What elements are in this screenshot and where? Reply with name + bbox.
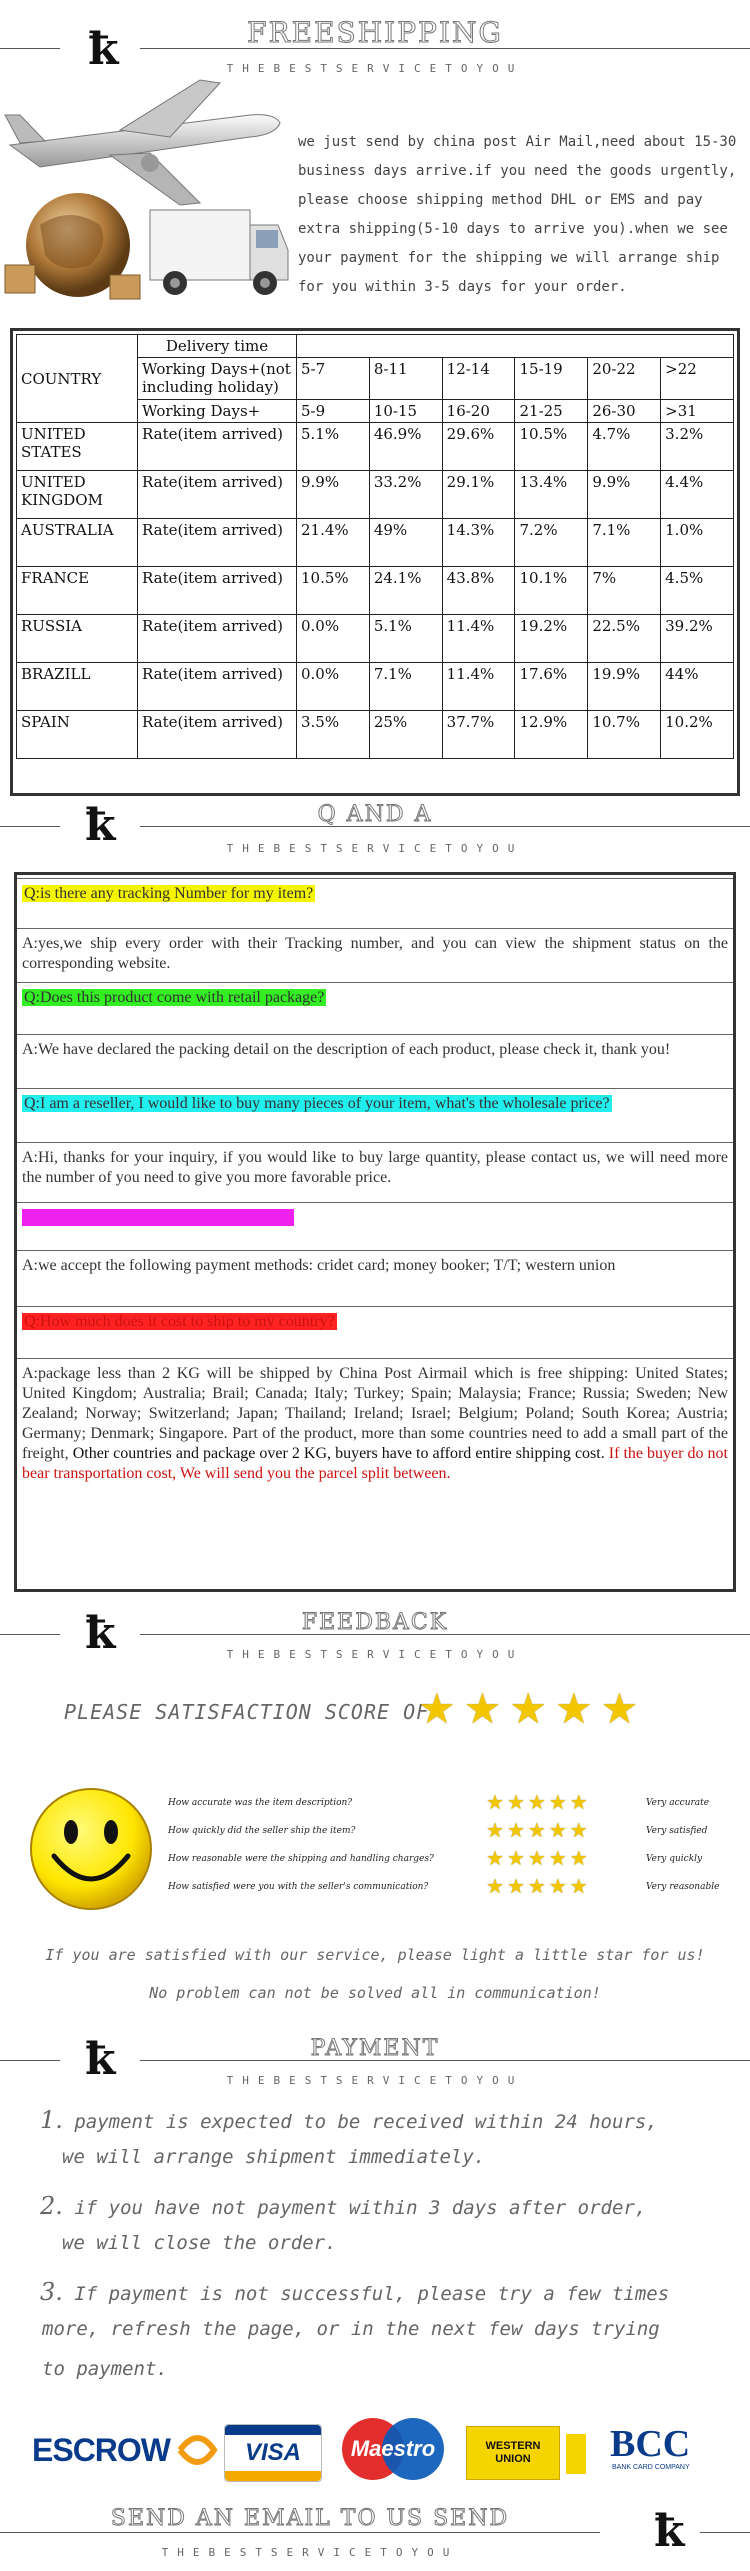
table-header-working-days-plus: Working Days+: [138, 400, 297, 423]
payment-term-line: we will arrange shipment immediately.: [62, 2146, 486, 2168]
truck-icon: [150, 210, 288, 295]
star-icon[interactable]: ★: [548, 1790, 570, 1814]
section-subtitle: THEBESTSERVICETOYOU: [226, 2074, 524, 2087]
table-cell-value: 3.2%: [661, 423, 734, 471]
table-cell-country: RUSSIA: [17, 615, 138, 663]
section-subtitle: THEBESTSERVICETOYOU: [161, 2546, 459, 2559]
faq-question-text: Q:is there any tracking Number for my item?: [24, 885, 314, 902]
star-icon[interactable]: ★: [509, 1684, 555, 1733]
table-cell-value: 21.4%: [297, 519, 370, 567]
table-cell-value: 46.9%: [369, 423, 442, 471]
table-cell-country: SPAIN: [17, 711, 138, 759]
section-title: PAYMENT: [310, 2036, 440, 2061]
payment-term-number: 1.: [40, 2106, 63, 2134]
table-range-bottom: 26-30: [588, 400, 661, 423]
table-cell-value: 19.9%: [588, 663, 661, 711]
star-icon[interactable]: ★: [418, 1684, 464, 1733]
western-union-mark-icon: [566, 2434, 586, 2474]
table-cell-value: 49%: [369, 519, 442, 567]
table-range-bottom: 21-25: [515, 400, 588, 423]
table-cell-value: 24.1%: [369, 567, 442, 615]
feedback-question: How quickly did the seller ship the item?: [168, 1826, 356, 1836]
feedback-star-rating[interactable]: [486, 1876, 591, 1896]
star-icon[interactable]: ★: [600, 1684, 647, 1733]
table-range-top: 12-14: [442, 358, 515, 400]
table-range-top: >22: [661, 358, 734, 400]
table-cell-value: 43.8%: [442, 567, 515, 615]
payment-term-line: [40, 2192, 646, 2220]
table-cell-value: 25%: [369, 711, 442, 759]
faq-divider: [17, 1250, 733, 1251]
feedback-header: [0, 1598, 750, 1673]
table-cell-value: 33.2%: [369, 471, 442, 519]
freeshipping-header: [0, 10, 750, 85]
faq-answer: [22, 1148, 728, 1188]
faq-answer-text: A:yes,we ship every order with their Tracking number, and you can view the shipment status on the corresponding website.: [22, 935, 728, 972]
feedback-rating-label: Very reasonable: [646, 1882, 720, 1892]
table-cell-value: 11.4%: [442, 615, 515, 663]
faq-divider: [17, 1142, 733, 1143]
faq-answer-text: If the buyer do not bear transportation cost, We will send you the parcel split between.: [22, 1445, 729, 1482]
table-row: [17, 423, 734, 471]
star-icon[interactable]: ★: [569, 1790, 591, 1814]
star-icon[interactable]: ★: [569, 1846, 591, 1870]
table-cell-value: 7.2%: [515, 519, 588, 567]
star-icon[interactable]: ★: [554, 1684, 601, 1733]
table-cell-rate-label: Rate(item arrived): [138, 423, 297, 471]
brand-logo-icon: ꝁ: [85, 800, 117, 851]
table-cell-value: 5.1%: [297, 423, 370, 471]
table-cell-country: AUSTRALIA: [17, 519, 138, 567]
faq-answer-text: A:package less than 2 KG will be shipped by China Post Airmail which is free shipping: United States; United Kingdom; Australia; Brail; Canada; Italy; Turkey; Spain; Malaysia; France; Russia; Sweden; New Zealand; Norway; Switzerland; Japan; Thailand; Ireland; Israel; Belgium; Poland; South Korea; Austria; Germany; Denmark; Singapore. Part of the product, more than some countries need to add a small part of the freight,: [22, 1365, 728, 1462]
table-header-blank: [297, 335, 734, 358]
faq-answer: [22, 1256, 728, 1276]
payment-term-number: 2.: [40, 2192, 63, 2220]
table-range-bottom: 5-9: [297, 400, 370, 423]
star-icon[interactable]: ★: [506, 1874, 528, 1898]
faq-divider: [17, 878, 733, 879]
shipping-illustration: [0, 75, 290, 305]
faq-answer: [22, 1040, 728, 1060]
table-cell-value: 39.2%: [661, 615, 734, 663]
faq-answer-text: A:Hi, thanks for your inquiry, if you would like to buy large quantity, please contact us, we will need more the number of you need to give you more favorable price.: [22, 1149, 728, 1186]
star-icon[interactable]: ★: [463, 1684, 510, 1733]
table-cell-country: BRAZILL: [17, 663, 138, 711]
table-cell-value: 12.9%: [515, 711, 588, 759]
feedback-star-rating[interactable]: [486, 1848, 591, 1868]
table-cell-country: FRANCE: [17, 567, 138, 615]
faq-answer-text: Other countries and package over 2 KG, buyers have to afford entire shipping cost.: [68, 1445, 605, 1462]
feedback-rating-label: Very satisfied: [646, 1826, 708, 1836]
table-row: [17, 567, 734, 615]
section-title: Q AND A: [317, 802, 433, 827]
table-cell-value: 13.4%: [515, 471, 588, 519]
table-cell-value: 10.1%: [515, 567, 588, 615]
payment-term-line: [40, 2106, 658, 2134]
visa-logo: VISA: [224, 2424, 322, 2482]
table-cell-country: UNITED KINGDOM: [17, 471, 138, 519]
table-header-delivery-time: Delivery time: [138, 335, 297, 358]
table-cell-value: 37.7%: [442, 711, 515, 759]
feedback-note-2: No problem can not be solved all in communication!: [149, 1984, 601, 2002]
email-header: [0, 2496, 750, 2571]
table-cell-value: 19.2%: [515, 615, 588, 663]
payment-term-line: [40, 2278, 669, 2306]
table-row: [17, 471, 734, 519]
escrow-logo: ESCROW: [28, 2424, 206, 2474]
faq-question: [22, 1094, 728, 1114]
table-cell-rate-label: Rate(item arrived): [138, 711, 297, 759]
table-range-bottom: >31: [661, 400, 734, 423]
brand-logo-icon: ꝁ: [654, 2506, 686, 2557]
table-cell-value: 3.5%: [297, 711, 370, 759]
feedback-question: How accurate was the item description?: [168, 1798, 353, 1808]
table-cell-value: 4.5%: [661, 567, 734, 615]
brand-logo-icon: ꝁ: [85, 2034, 117, 2085]
table-cell-value: 22.5%: [588, 615, 661, 663]
table-range-top: 20-22: [588, 358, 661, 400]
faq-question: [22, 988, 728, 1008]
section-subtitle: THEBESTSERVICETOYOU: [226, 62, 524, 75]
star-icon[interactable]: ★: [486, 1818, 507, 1842]
table-cell-value: 0.0%: [297, 615, 370, 663]
table-cell-rate-label: Rate(item arrived): [138, 519, 297, 567]
table-cell-value: 7.1%: [369, 663, 442, 711]
section-title: FREESHIPPING: [247, 16, 503, 49]
table-header-country: COUNTRY: [17, 335, 138, 423]
faq-question-text: Q:How much does it cost to ship to my country?: [24, 1313, 335, 1330]
table-header-working-days: Working Days+(not including holiday): [138, 358, 297, 400]
faq-question-text: Q:I am a reseller, I would like to buy many pieces of your item, what's the wholesale price?: [24, 1095, 610, 1112]
feedback-note-1: If you are satisfied with our service, please light a little star for us!: [45, 1946, 705, 1964]
feedback-question: How reasonable were the shipping and handling charges?: [168, 1854, 434, 1864]
bcc-logo: BCC BANK CARD COMPANY: [610, 2423, 691, 2471]
star-icon[interactable]: ★: [548, 1818, 570, 1842]
star-icon[interactable]: ★: [527, 1818, 549, 1842]
payment-term-number: 3.: [40, 2278, 63, 2306]
faq-answer: [22, 934, 728, 974]
section-title: FEEDBACK: [301, 1610, 449, 1635]
section-subtitle: THEBESTSERVICETOYOU: [226, 842, 524, 855]
western-union-logo: WESTERN UNION: [466, 2426, 560, 2480]
table-cell-value: 10.5%: [515, 423, 588, 471]
airplane-icon: [5, 80, 280, 205]
smiley-face-icon: [26, 1784, 156, 1914]
section-subtitle: THEBESTSERVICETOYOU: [226, 1648, 524, 1661]
table-row: [17, 711, 734, 759]
table-cell-value: 10.7%: [588, 711, 661, 759]
table-cell-value: 9.9%: [588, 471, 661, 519]
brand-logo-icon: ꝁ: [85, 1608, 117, 1659]
faq-question: [22, 884, 728, 904]
satisfaction-score-label: PLEASE SATISFACTION SCORE OF: [64, 1700, 430, 1724]
star-icon[interactable]: ★: [548, 1874, 570, 1898]
faq-question-text: Q:Does this product come with retail package?: [24, 989, 325, 1006]
payment-term-text: If payment is not successful, please try a few times: [62, 2283, 670, 2305]
maestro-logo: Maestro: [338, 2416, 448, 2486]
star-icon[interactable]: ★: [548, 1846, 570, 1870]
faq-divider: [17, 1088, 733, 1089]
table-cell-value: 4.7%: [588, 423, 661, 471]
table-range-bottom: 16-20: [442, 400, 515, 423]
table-cell-value: 10.2%: [661, 711, 734, 759]
faq-divider: [17, 928, 733, 929]
star-icon[interactable]: ★: [486, 1846, 507, 1870]
table-cell-value: 1.0%: [661, 519, 734, 567]
star-icon[interactable]: ★: [527, 1874, 549, 1898]
table-row: [17, 615, 734, 663]
faq-divider: [17, 1034, 733, 1035]
qa-frame: [14, 872, 736, 1592]
star-icon[interactable]: ★: [569, 1874, 591, 1898]
table-cell-value: 0.0%: [297, 663, 370, 711]
table-cell-value: 5.1%: [369, 615, 442, 663]
star-icon[interactable]: ★: [506, 1790, 528, 1814]
table-row: [17, 663, 734, 711]
payment-term-line: we will close the order.: [62, 2232, 337, 2254]
table-cell-value: 7%: [588, 567, 661, 615]
table-cell-value: 10.5%: [297, 567, 370, 615]
table-cell-rate-label: Rate(item arrived): [138, 615, 297, 663]
table-row: [17, 519, 734, 567]
table-cell-value: 44%: [661, 663, 734, 711]
table-cell-value: 11.4%: [442, 663, 515, 711]
star-icon[interactable]: ★: [486, 1790, 507, 1814]
table-cell-value: 29.6%: [442, 423, 515, 471]
faq-question-text: Q:What payment methods do you accept?: [24, 1209, 292, 1226]
feedback-star-rating[interactable]: [486, 1820, 591, 1840]
table-cell-country: UNITED STATES: [17, 423, 138, 471]
email-us-link[interactable]: SEND AN EMAIL TO US SEND: [110, 2506, 510, 2531]
table-cell-value: 7.1%: [588, 519, 661, 567]
star-icon[interactable]: ★: [506, 1818, 528, 1842]
faq-question: [22, 1312, 728, 1332]
feedback-rating-label: Very quickly: [646, 1854, 703, 1864]
star-icon[interactable]: ★: [527, 1846, 549, 1870]
faq-answer: [22, 1364, 728, 1484]
table-cell-rate-label: Rate(item arrived): [138, 471, 297, 519]
feedback-question: How satisfied were you with the seller's communication?: [168, 1882, 429, 1892]
table-cell-rate-label: Rate(item arrived): [138, 567, 297, 615]
table-cell-value: 4.4%: [661, 471, 734, 519]
table-cell-rate-label: Rate(item arrived): [138, 663, 297, 711]
star-icon[interactable]: ★: [569, 1818, 591, 1842]
table-range-top: 15-19: [515, 358, 588, 400]
faq-answer-text: A:we accept the following payment methods: cridet card; money booker; T/T; western union: [22, 1257, 616, 1274]
table-cell-value: 29.1%: [442, 471, 515, 519]
shipping-description: we just send by china post Air Mail,need about 15-30 business days arrive.if you need the goods urgently, please choose shipping method DHL or EMS and pay extra shipping(5-10 days to arrive you).when we see your payment for the shipping we will arrange ship for you within 3-5 days for your order.: [298, 134, 737, 295]
table-range-top: 8-11: [369, 358, 442, 400]
faq-divider: [17, 1358, 733, 1359]
payment-header: [0, 2024, 750, 2099]
payment-term-line: more, refresh the page, or in the next few days trying: [42, 2318, 660, 2340]
star-icon[interactable]: ★: [527, 1790, 549, 1814]
faq-divider: [17, 1306, 733, 1307]
table-range-bottom: 10-15: [369, 400, 442, 423]
faq-divider: [17, 1202, 733, 1203]
table-range-top: 5-7: [297, 358, 370, 400]
table-cell-value: 17.6%: [515, 663, 588, 711]
star-icon[interactable]: ★: [506, 1846, 528, 1870]
faq-answer-text: A:We have declared the packing detail on the description of each product, please check it, thank you!: [22, 1041, 671, 1058]
payment-term-text: if you have not payment within 3 days after order,: [62, 2197, 647, 2219]
payment-term-line: to payment.: [42, 2358, 168, 2380]
faq-question: [22, 1208, 728, 1228]
feedback-star-rating[interactable]: [486, 1792, 591, 1812]
star-icon[interactable]: ★: [486, 1874, 507, 1898]
qa-header: [0, 790, 750, 865]
brand-logo-icon: ꝁ: [88, 24, 120, 75]
shipping-rate-table: [16, 334, 734, 759]
table-cell-value: 9.9%: [297, 471, 370, 519]
feedback-rating-label: Very accurate: [646, 1798, 710, 1808]
table-cell-value: 14.3%: [442, 519, 515, 567]
payment-term-text: payment is expected to be received within 24 hours,: [62, 2111, 658, 2133]
score-stars: [418, 1684, 647, 1733]
faq-divider: [17, 982, 733, 983]
